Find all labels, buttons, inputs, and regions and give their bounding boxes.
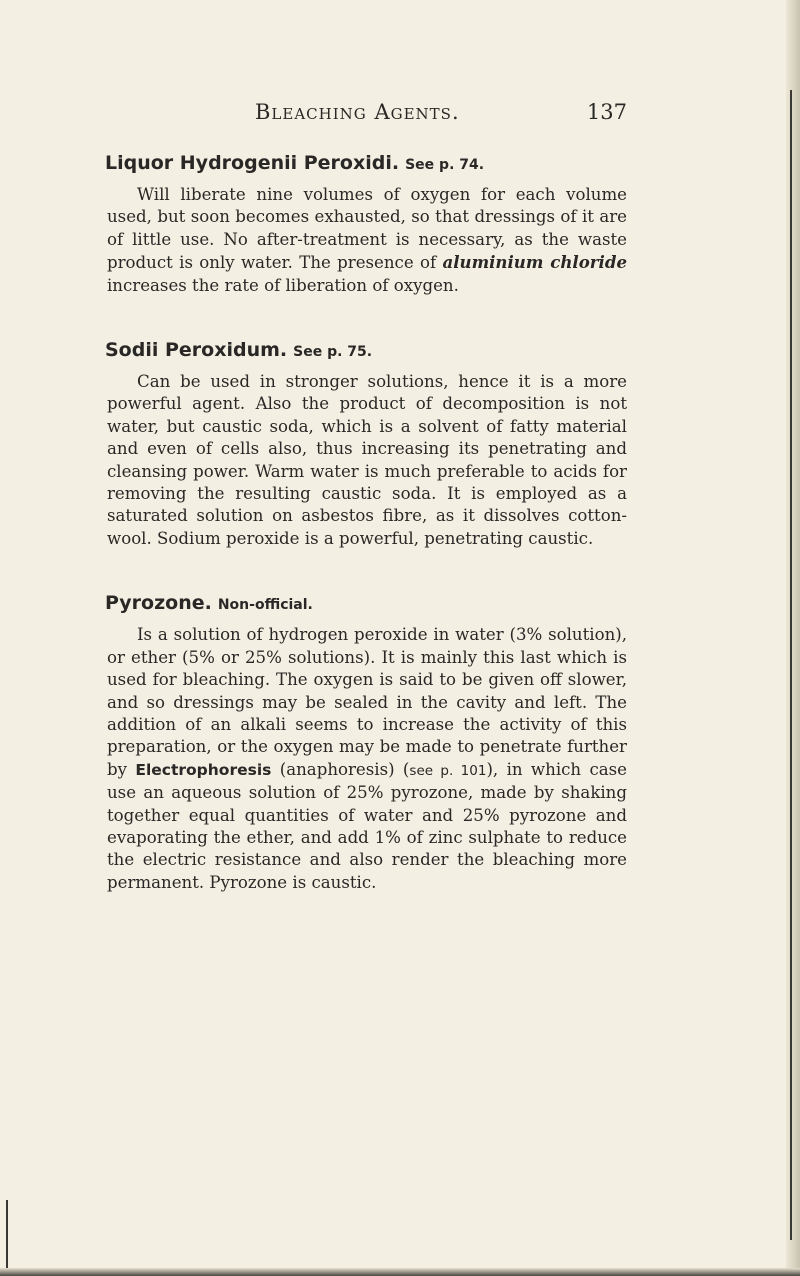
section-reference: Non-official. <box>217 597 313 614</box>
paragraph-emphasis: aluminium chloride <box>442 252 627 273</box>
paragraph-text: Will liberate nine volumes of oxygen for each volume used, but soon becomes exhausted, so that dressings of it are of little use. No after-treatment is necessary, as the waste product is only water. The presence of <box>107 185 627 273</box>
binding-mark <box>6 1200 8 1272</box>
section-paragraph <box>107 184 627 297</box>
section-sodii-peroxidum <box>107 339 627 550</box>
paragraph-text: increases the rate of liberation of oxygen. <box>107 275 459 295</box>
section-pyrozone <box>107 592 627 894</box>
section-heading <box>105 592 627 614</box>
section-title: Liquor Hydrogenii Peroxidi. <box>105 152 400 174</box>
section-title: Sodii Peroxidum. <box>105 339 288 362</box>
section-reference: See p. 74. <box>405 157 485 173</box>
page-number: 137 <box>586 100 627 124</box>
section-paragraph: Can be used in stronger solutions, hence it is a more powerful agent. Also the product of decomposition is not water, but caustic soda, which is a solvent of fatty material and even of cells also, thus increasing its penetrating and cleansing power. Warm water is much preferable to acids for removing the resulting caustic soda. It is employed as a saturated solution on asbestos fibre, as it dissolves cotton-wool. Sodium peroxide is a powerful, penetrating caustic. <box>107 372 627 548</box>
section-title: Pyrozone. <box>105 592 212 615</box>
paragraph-text: ), in which case use an aqueous solution of 25% pyrozone, made by shaking together equal quantities of water and 25% pyrozone and evaporating the ether, and add 1% of zinc sulphate to reduce the electric resistance and also render the bleaching more permanent. Pyrozone is caustic. <box>107 759 627 892</box>
section-heading <box>105 152 627 174</box>
page-content <box>107 100 627 936</box>
running-head <box>107 100 627 130</box>
section-liquor-hydrogenii-peroxidi <box>107 152 627 297</box>
bottom-shadow <box>0 1268 800 1276</box>
paragraph-reference: see p. 101 <box>409 762 487 779</box>
section-heading <box>105 339 627 361</box>
paragraph-bold-term: Electrophoresis <box>135 760 272 779</box>
page-edge <box>786 0 800 1276</box>
section-reference: See p. 75. <box>293 344 373 361</box>
paragraph-text: (anaphoresis) ( <box>271 759 410 779</box>
running-title: Bleaching Agents. <box>255 100 460 124</box>
paragraph-text: Is a solution of hydrogen peroxide in water (3% solution), or ether (5% or 25% solutions). It is mainly this last which is used for bleaching. The oxygen is said to be given off slower, and so dressings may be sealed in the cavity and left. The addition of an alkali seems to increase the activity of this preparation, or the oxygen may be made to penetrate further by <box>107 625 627 779</box>
section-paragraph <box>107 624 627 894</box>
